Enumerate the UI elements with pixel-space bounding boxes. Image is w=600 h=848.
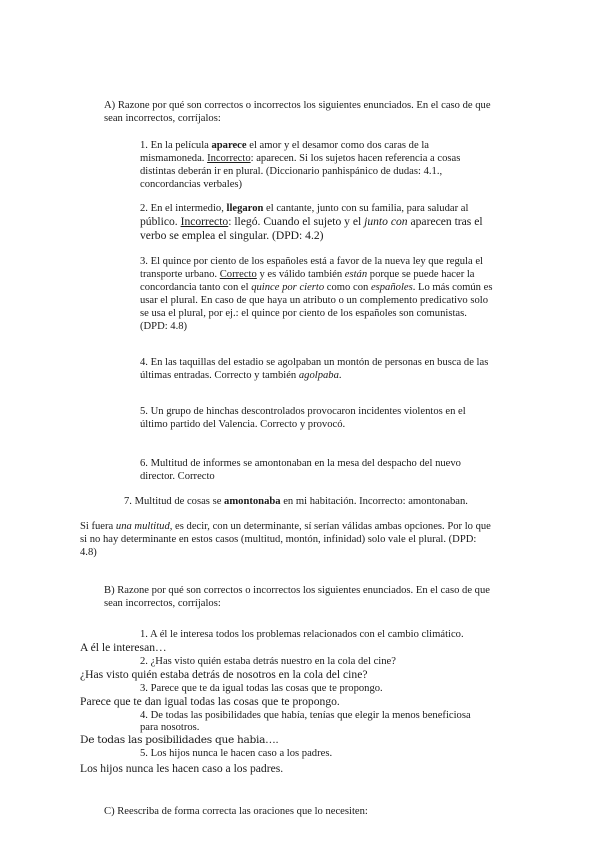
b-answer-4: De todas las posibilidades que habia…. xyxy=(80,734,279,746)
item-1-verb: aparece xyxy=(211,140,247,151)
item-1-line-4: concordancias verbales) xyxy=(140,179,243,190)
item-3-verdict: Correcto xyxy=(219,269,257,280)
b-answer-5: Los hijos nunca les hacen caso a los padres. xyxy=(80,762,284,775)
b-answer-3: Parece que te dan igual todas las cosas que te propongo. xyxy=(80,695,340,708)
note-line-1: Si fuera una multitud, es decir, con un determinante, sí serían válidas ambas opciones. Por lo que xyxy=(80,521,491,532)
item-3-line-4: usar el plural. En caso de que haya un atributo o un complemento predicativo solo xyxy=(140,295,489,306)
item-3-line-2: transporte urbano. Correcto y es válido también están porque se puede hacer la xyxy=(140,269,475,280)
section-c-instruction: C) Reescriba de forma correcta las oraciones que lo necesiten: xyxy=(104,806,368,817)
item-6-line-1: 6. Multitud de informes se amontonaban en la mesa del despacho del nuevo xyxy=(140,458,461,469)
item-5-line-1: 5. Un grupo de hinchas descontrolados provocaron incidentes violentos en el xyxy=(140,406,466,417)
b-item-4-cont: para nosotros. xyxy=(140,722,200,733)
note-line-3: 4.8) xyxy=(80,547,97,558)
section-b-instruction-cont: sean incorrectos, corríjalos: xyxy=(104,598,221,609)
item-4-line-1: 4. En las taquillas del estadio se agolpaban un montón de personas en busca de las xyxy=(140,357,489,368)
item-4-line-2: últimas entradas. Correcto y también agolpaba. xyxy=(140,370,342,381)
item-1-line-3: distintas deberán ir en plural. (Diccionario panhispánico de dudas: 4.1., xyxy=(140,166,443,177)
b-item-4: 4. De todas las posibilidades que había, tenías que elegir la menos beneficiosa xyxy=(140,710,471,721)
item-1-line-1: 1. En la película aparece el amor y el desamor como dos caras de la xyxy=(140,140,429,151)
item-2-verdict: Incorrecto xyxy=(180,215,229,228)
item-6-line-2: director. Correcto xyxy=(140,471,215,482)
b-item-1: 1. A él le interesa todos los problemas relacionados con el cambio climático. xyxy=(140,629,464,640)
item-2-verb: llegaron xyxy=(226,203,264,214)
item-2-line-1: 2. En el intermedio, llegaron el cantante, junto con su familia, para saludar al xyxy=(140,203,469,214)
item-1-line-2: mismamoneda. Incorrecto: aparecen. Si los sujetos hacen referencia a cosas xyxy=(140,153,461,164)
item-5-line-2: último partido del Valencia. Correcto y provocó. xyxy=(140,419,346,430)
item-7: 7. Multitud de cosas se amontonaba en mi habitación. Incorrecto: amontonaban. xyxy=(124,496,468,507)
b-item-3: 3. Parece que te da igual todas las cosas que te propongo. xyxy=(140,683,383,694)
b-item-2: 2. ¿Has visto quién estaba detrás nuestro en la cola del cine? xyxy=(140,656,396,667)
b-answer-1: A él le interesan… xyxy=(80,641,167,654)
item-2-line-3: verbo se emplea el singular. (DPD: 4.2) xyxy=(140,229,324,242)
item-3-line-6: (DPD: 4.8) xyxy=(140,321,188,332)
section-a-instruction: A) Razone por qué son correctos o incorrectos los siguientes enunciados. En el caso de que xyxy=(104,100,491,111)
item-3-line-5: se usa el plural, por ej.: el quince por ciento de los españoles son comunistas. xyxy=(140,308,467,319)
item-3-line-3: concordancia tanto con el quince por cierto como con españoles. Lo más común es xyxy=(140,282,493,293)
item-1-verdict: Incorrecto xyxy=(207,153,251,164)
item-2-line-2: público. Incorrecto: llegó. Cuando el sujeto y el junto con aparecen tras el xyxy=(140,215,483,228)
item-7-verb: amontonaba xyxy=(224,496,281,507)
section-b-instruction: B) Razone por qué son correctos o incorrectos los siguientes enunciados. En el caso de que xyxy=(104,585,490,596)
item-3-line-1: 3. El quince por ciento de los españoles está a favor de la nueva ley que regula el xyxy=(140,256,483,267)
section-a-instruction-cont: sean incorrectos, corríjalos: xyxy=(104,113,221,124)
b-item-5: 5. Los hijos nunca le hacen caso a los padres. xyxy=(140,748,333,759)
note-line-2: si no hay determinante en estos casos (multitud, montón, infinidad) solo vale el plural. (DPD: xyxy=(80,534,477,545)
b-answer-2: ¿Has visto quién estaba detrás de nosotros en la cola del cine? xyxy=(80,668,368,681)
